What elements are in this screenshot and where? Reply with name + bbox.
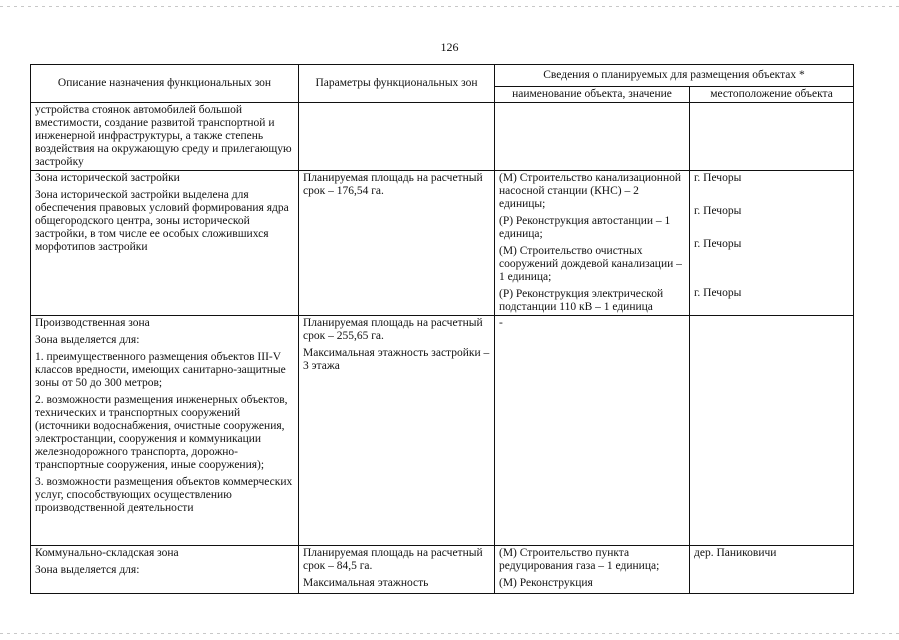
object-locations [690, 171, 854, 316]
location-item: г. Печоры [694, 205, 742, 217]
description-text: 1. преимущественного размещения объектов III-V классов вредности, имеющих санитарно-защитные зоны от 50 до 300 метров; [35, 351, 286, 389]
zone-parameters [299, 546, 495, 594]
page-number: 126 [440, 40, 459, 54]
description-text: 3. возможности размещения объектов коммерческих услуг, способствующих осуществлению производственной деятельности [35, 476, 293, 514]
header-object-location: местоположение объекта [690, 87, 854, 103]
description-text: устройства стоянок автомобилей большой вместимости, создание развитой транспортной и инженерной инфраструктуры, а также степень воздействия на окружающую среду и прилегающую застройку [35, 104, 292, 168]
object-item: (Р) Реконструкция автостанции – 1 единица; [499, 215, 671, 240]
description-text: Зона выделяется для: [35, 564, 140, 576]
parameter-text: Планируемая площадь на расчетный срок – 176,54 га. [303, 172, 483, 197]
zone-description [31, 171, 299, 316]
parameter-text: Планируемая площадь на расчетный срок – 84,5 га. [303, 547, 483, 572]
object-item: (М) Реконструкция [499, 577, 593, 589]
location-item: г. Печоры [694, 172, 742, 184]
zone-title: Коммунально-складская зона [35, 547, 179, 559]
header-parameters: Параметры функциональных зон [299, 65, 495, 103]
zone-title: Производственная зона [35, 317, 150, 329]
zone-parameters [299, 103, 495, 171]
table-row [31, 546, 854, 594]
table-row [31, 316, 854, 546]
header-planned-objects: Сведения о планируемых для размещения объектах * [495, 65, 854, 87]
planned-objects [495, 171, 690, 316]
header-object-name: наименование объекта, значение [495, 87, 690, 103]
planned-objects [495, 316, 690, 546]
location-item: г. Печоры [694, 287, 742, 299]
location-item: г. Печоры [694, 238, 742, 250]
location-item: дер. Паниковичи [694, 547, 777, 559]
header-description: Описание назначения функциональных зон [31, 65, 299, 103]
zone-parameters [299, 316, 495, 546]
description-text: Зона исторической застройки выделена для обеспечения правовых условий формирования ядра общегородского центра, зоны исторической застройки, в том числе ее особых сложившихся морфотипов застройки [35, 189, 289, 253]
description-text: Зона выделяется для: [35, 334, 140, 346]
table-row [31, 171, 854, 316]
parameter-text: Максимальная этажность застройки – 3 этажа [303, 347, 490, 372]
zone-description [31, 316, 299, 546]
object-locations [690, 316, 854, 546]
planned-objects [495, 103, 690, 171]
zone-title: Зона исторической застройки [35, 172, 180, 184]
object-item: - [499, 317, 503, 329]
object-locations [690, 546, 854, 594]
zone-description [31, 546, 299, 594]
parameter-text: Планируемая площадь на расчетный срок – 255,65 га. [303, 317, 483, 342]
object-item: (Р) Реконструкция электрической подстанции 110 кВ – 1 единица [499, 288, 664, 313]
parameter-text: Максимальная этажность [303, 577, 429, 589]
zone-parameters [299, 171, 495, 316]
description-text: 2. возможности размещения инженерных объектов, технических и транспортных сооружений (источники водоснабжения, очистные сооружения, электростанции, сооружения и коммуникации железнодорожного транспорта, дорожно-транспортные сооружения, иные сооружения); [35, 394, 288, 471]
zones-table [30, 64, 854, 594]
scan-artifact-top [0, 6, 899, 7]
zone-description [31, 103, 299, 171]
object-locations [690, 103, 854, 171]
object-item: (М) Строительство канализационной насосной станции (КНС) – 2 единицы; [499, 172, 682, 210]
object-item: (М) Строительство очистных сооружений дождевой канализации – 1 единица; [499, 245, 682, 283]
planned-objects [495, 546, 690, 594]
object-item: (М) Строительство пункта редуцирования газа – 1 единица; [499, 547, 660, 572]
table-row [31, 103, 854, 171]
scan-artifact-bottom [0, 633, 899, 634]
